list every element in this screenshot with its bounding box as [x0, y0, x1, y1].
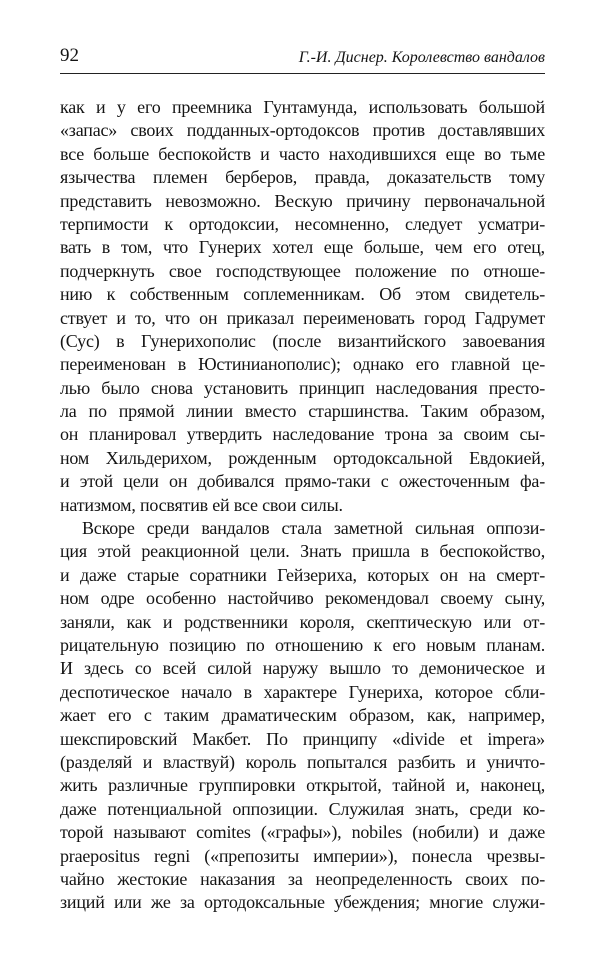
text-line: жает его с таким драматическим образом, как, например, — [60, 705, 545, 726]
text-line: деспотическое начало в характере Гунериха, которое сбли- — [60, 681, 545, 702]
text-line: ла по прямой линии вместо старшинства. Таким образом, — [60, 401, 545, 422]
text-line: чайно жестокие наказания за неопределенность своих по- — [60, 868, 545, 889]
text-line: терпимости к ортодоксии, несомненно, следует усматри- — [60, 213, 545, 234]
text-line: «запас» своих подданных-ортодоксов против доставлявших — [60, 120, 545, 141]
text-line: вать в том, что Гунерих хотел еще больше, чем его отец, — [60, 237, 545, 258]
text-line: praepositus regni («препозиты империи»), понесла чрезвы- — [60, 845, 545, 866]
text-line: ном одре особенно настойчиво рекомендовал своему сыну, — [60, 588, 545, 609]
text-line: и даже старые соратники Гейзериха, которых он на смерт- — [60, 564, 545, 585]
text-line: И здесь со всей силой наружу вышло то демоническое и — [60, 658, 545, 679]
text-line: нию к собственным соплеменникам. Об этом свидетель- — [60, 284, 545, 305]
text-line: торой называют comites («графы»), nobiles (нобили) и даже — [60, 822, 545, 843]
page-header — [60, 44, 545, 72]
text-line: рицательную позицию по отношению к его новым планам. — [60, 634, 545, 655]
text-line: представить невозможно. Вескую причину первоначальной — [60, 190, 545, 211]
text-line: (Сус) в Гунерихополис (после византийского завоевания — [60, 330, 545, 351]
text-line: он планировал утвердить наследование трона за своим сы- — [60, 424, 545, 445]
text-line: язычества племен берберов, правда, доказательств тому — [60, 167, 545, 188]
text-line: и этой цели он добивался прямо-таки с ожесточенным фа- — [60, 471, 545, 492]
text-line: натизмом, посвятив ей все свои силы. — [60, 494, 343, 515]
text-line: даже потенциальной оппозиции. Служилая знать, среди ко- — [60, 798, 545, 819]
paragraph — [60, 517, 545, 915]
body-text — [60, 96, 545, 915]
text-line: как и у его преемника Гунтамунда, использовать большой — [60, 97, 545, 117]
paragraph — [60, 96, 545, 517]
text-line: заняли, как и родственники короля, скептическую или от- — [60, 611, 545, 632]
text-line: ция этой реакционной цели. Знать пришла в беспокойство, — [60, 541, 545, 562]
text-line: шекспировский Макбет. По принципу «divide et impera» — [60, 728, 545, 749]
text-line: все больше беспокойств и часто находившихся еще во тьме — [60, 143, 545, 164]
text-line: переименован в Юстинианополис); однако его главной це- — [60, 354, 545, 375]
text-line: лью было снова установить принцип наследования престо- — [60, 377, 545, 398]
text-line: жить различные группировки открытой, тайной и, наконец, — [60, 775, 545, 796]
text-line: (разделяй и властвуй) король попытался разбить и уничто- — [60, 751, 545, 772]
text-line: Вскоре среди вандалов стала заметной сильная оппози- — [82, 518, 545, 539]
text-line: ном Хильдерихом, рожденным ортодоксальной Евдокией, — [60, 447, 545, 468]
running-title: Г.-И. Диснер. Королевство вандалов — [298, 49, 545, 66]
header-rule — [60, 73, 545, 74]
page-number: 92 — [60, 45, 79, 66]
text-line: подчеркнуть свое господствующее положение по отноше- — [60, 260, 545, 281]
text-line: зиций или же за ортодоксальные убеждения; многие служи- — [60, 892, 545, 913]
text-line: ствует и то, что он приказал переименовать город Гадрумет — [60, 307, 545, 328]
